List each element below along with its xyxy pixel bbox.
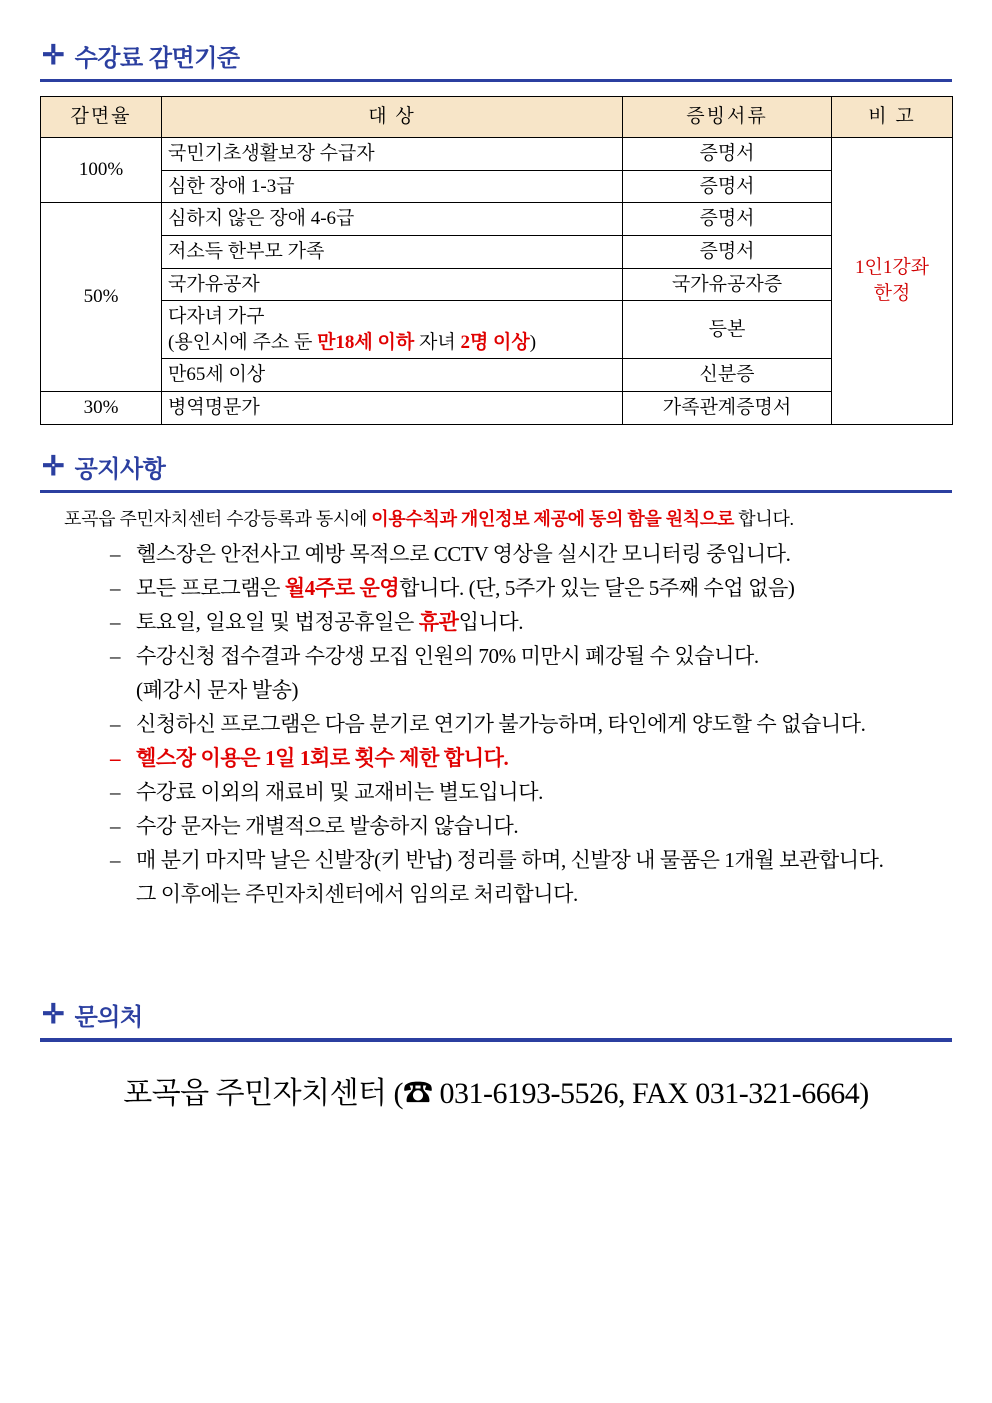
table-row bbox=[41, 359, 953, 392]
plus-icon: ✛ bbox=[42, 40, 65, 70]
multichild-pre: (용인시에 주소 둔 bbox=[168, 331, 318, 353]
list-item-post: 입니다. bbox=[458, 609, 524, 634]
cell-target: 심하지 않은 장애 4-6급 bbox=[162, 203, 623, 236]
cell-document: 신분증 bbox=[623, 359, 832, 392]
list-item-text: 수강신청 접수결과 수강생 모집 인원의 70% 미만시 폐강될 수 있습니다. bbox=[136, 643, 759, 668]
section-title-contact: 문의처 bbox=[74, 1003, 143, 1031]
list-item bbox=[110, 741, 952, 775]
table-header-row bbox=[41, 97, 953, 138]
cell-target: 병역명문가 bbox=[162, 392, 623, 425]
section-divider-contact bbox=[40, 1038, 952, 1042]
list-item bbox=[110, 639, 952, 673]
cell-document: 국가유공자증 bbox=[623, 268, 832, 301]
list-item-sub bbox=[110, 673, 952, 707]
multichild-line-1: 다자녀 가구 bbox=[168, 306, 265, 328]
notice-lead-pre: 포곡읍 주민자치센터 수강등록과 동시에 bbox=[64, 508, 372, 529]
section-divider-notice bbox=[40, 490, 952, 493]
cell-document: 증명서 bbox=[623, 203, 832, 236]
section-header-fee bbox=[40, 38, 952, 73]
cell-target: 국가유공자 bbox=[162, 268, 623, 301]
list-item-post: 합니다. (단, 5주가 있는 달은 5주째 수업 없음) bbox=[399, 575, 795, 600]
section-notice bbox=[40, 449, 952, 911]
cell-rate-50: 50% bbox=[41, 203, 162, 392]
cell-document: 증명서 bbox=[623, 138, 832, 171]
table-row bbox=[41, 170, 953, 203]
list-item-text: 헬스장 이용은 1일 1회로 횟수 제한 합니다. bbox=[136, 745, 509, 770]
list-item-text: (폐강시 문자 발송) bbox=[136, 677, 299, 702]
list-item-text: 신청하신 프로그램은 다음 분기로 연기가 불가능하며, 타인에게 양도할 수 없습니다. bbox=[136, 711, 866, 736]
list-item bbox=[110, 809, 952, 843]
list-item bbox=[110, 707, 952, 741]
column-header-note: 비 고 bbox=[832, 97, 953, 138]
cell-target: 심한 장애 1-3급 bbox=[162, 170, 623, 203]
notice-list bbox=[40, 537, 952, 911]
table-row bbox=[41, 235, 953, 268]
list-item-text: 수강 문자는 개별적으로 발송하지 않습니다. bbox=[136, 813, 519, 838]
column-header-document: 증빙서류 bbox=[623, 97, 832, 138]
list-item-highlight: 휴관 bbox=[418, 609, 459, 634]
table-row bbox=[41, 138, 953, 171]
column-header-rate: 감면율 bbox=[41, 97, 162, 138]
notice-lead-highlight: 이용수칙과 개인정보 제공에 동의 함을 원칙으로 bbox=[371, 508, 735, 529]
table-head bbox=[41, 97, 953, 138]
cell-target-multichild bbox=[162, 301, 623, 359]
section-header-notice bbox=[40, 449, 952, 484]
table-row bbox=[41, 268, 953, 301]
cell-rate-100: 100% bbox=[41, 138, 162, 203]
section-title-notice: 공지사항 bbox=[74, 455, 166, 483]
spacer-after-table bbox=[40, 425, 952, 449]
table-row bbox=[41, 301, 953, 359]
contact-info-text: 포곡읍 주민자치센터 (☎ 031-6193-5526, FAX 031-321-6664) bbox=[123, 1076, 869, 1110]
cell-target: 만65세 이상 bbox=[162, 359, 623, 392]
cell-document: 가족관계증명서 bbox=[623, 392, 832, 425]
section-fee-reduction bbox=[40, 38, 952, 425]
notice-lead-post: 합니다. bbox=[734, 508, 794, 529]
column-header-target: 대 상 bbox=[162, 97, 623, 138]
cell-target: 저소득 한부모 가족 bbox=[162, 235, 623, 268]
cell-note bbox=[832, 138, 953, 425]
multichild-mid: 자녀 bbox=[414, 331, 461, 353]
multichild-line-2 bbox=[168, 332, 536, 353]
top-spacer bbox=[40, 0, 952, 38]
list-item-text: 그 이후에는 주민자치센터에서 임의로 처리합니다. bbox=[136, 881, 578, 906]
notice-lead-text bbox=[64, 505, 952, 531]
note-line-1: 1인1강좌 bbox=[854, 257, 930, 279]
multichild-red-age: 만18세 이하 bbox=[317, 331, 415, 353]
list-item-text: 수강료 이외의 재료비 및 교재비는 별도입니다. bbox=[136, 779, 543, 804]
list-item-pre: 토요일, 일요일 및 법정공휴일은 bbox=[136, 609, 419, 634]
section-header-contact bbox=[40, 997, 952, 1032]
list-item-pre: 모든 프로그램은 bbox=[136, 575, 285, 600]
list-item bbox=[110, 775, 952, 809]
cell-rate-30: 30% bbox=[41, 392, 162, 425]
table-body bbox=[41, 138, 953, 425]
table-row bbox=[41, 392, 953, 425]
cell-document: 등본 bbox=[623, 301, 832, 359]
list-item bbox=[110, 605, 952, 639]
list-item bbox=[110, 843, 952, 877]
section-divider-fee bbox=[40, 79, 952, 82]
list-item-text: 매 분기 마지막 날은 신발장(키 반납) 정리를 하며, 신발장 내 물품은 1개월 보관합니다. bbox=[136, 847, 884, 872]
list-item bbox=[110, 537, 952, 571]
note-line-2: 한정 bbox=[873, 282, 911, 304]
plus-icon: ✛ bbox=[42, 998, 65, 1029]
list-item-highlight: 월4주로 운영 bbox=[284, 575, 400, 600]
list-item-sub bbox=[110, 877, 952, 911]
multichild-red-count: 2명 이상 bbox=[460, 331, 530, 353]
cell-document: 증명서 bbox=[623, 170, 832, 203]
section-contact bbox=[40, 997, 952, 1112]
table-row bbox=[41, 203, 953, 236]
cell-target: 국민기초생활보장 수급자 bbox=[162, 138, 623, 171]
plus-icon: ✛ bbox=[42, 450, 65, 481]
section-title-fee: 수강료 감면기준 bbox=[74, 45, 240, 72]
multichild-post: ) bbox=[529, 331, 537, 353]
cell-document: 증명서 bbox=[623, 235, 832, 268]
fee-reduction-table bbox=[40, 96, 953, 425]
list-item-text: 헬스장은 안전사고 예방 목적으로 CCTV 영상을 실시간 모니터링 중입니다. bbox=[136, 541, 791, 566]
list-item bbox=[110, 571, 952, 605]
